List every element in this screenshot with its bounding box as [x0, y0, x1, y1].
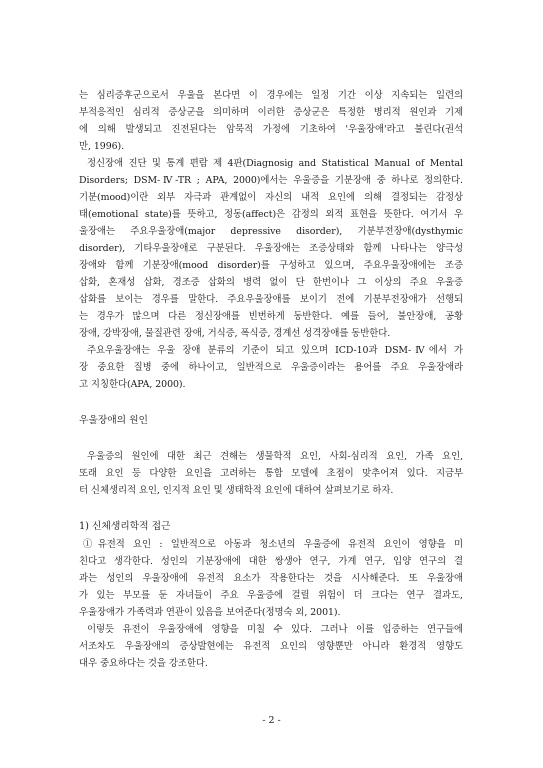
text-line: 주요우울장애는 우울 장애 분류의 기준이 되고 있으며 ICD-10과 DSM-Ⅳ에서 가 [87, 345, 463, 356]
text-line: 터 신체생리적 요인, 인지적 요인 및 생태학적 요인에 대하여 살펴보기로 하자. [79, 485, 394, 496]
text-line: 부적응적인 심리적 증상군을 의미하며 이러한 증상군은 특정한 병리적 원인과 기제 [79, 107, 463, 118]
page-number: - 2 - [262, 715, 281, 726]
text-line: 가 있는 부모를 둔 자녀들이 주요 우울증에 걸릴 위험이 더 크다는 연구 결과도, [79, 590, 463, 601]
text-line: 서조차도 우울장애의 증상발현에는 유전적 요인의 영향뿐만 아니라 환경적 영향도 [79, 641, 463, 652]
text-line: 우울증의 원인에 대한 최근 견해는 생물학적 요인, 사회-심리적 요인, 가족 요인, [87, 451, 463, 462]
text-line: 울장애는 주요우울장애(major depressive disorder), 기분부전장애(dysthymic [79, 226, 463, 237]
text-line: 우울장애가 가족력과 연관이 있음을 보여준다(정명숙 외, 2001). [79, 607, 341, 618]
text-line: 과는 성인의 우울장애에 유전적 요소가 작용한다는 것을 시사해준다. 또 우울장애 [79, 573, 463, 584]
text-line: 정신장애 진단 및 통계 편람 제 4판(Diagnosig and Statistical Manual of Mental [87, 158, 463, 169]
text-line: 는 경우가 많으며 다른 정신장애를 빈번하게 동반한다. 예를 들어, 불안장애, 공황 [79, 311, 463, 322]
text-line: 고 지칭한다(APA, 2000). [79, 379, 186, 390]
text-line: 기분(mood)이란 외부 자극과 관계없이 자신의 내적 요인에 의해 결정되는 감정상 [79, 192, 463, 203]
text-line: Disorders; DSM-Ⅳ-TR ; APA, 2000)에서는 우울증을 기분장애 중 하나로 정의한다. [79, 175, 463, 186]
text-line: 장애와 함께 기분장애(mood disorder)를 구성하고 있으며, 주요우울장애에는 조증 [79, 260, 463, 271]
text-line: 친다고 생각한다. 성인의 기분장애에 대한 쌍생아 연구, 가계 연구, 입양 연구의 결 [79, 556, 463, 567]
text-line: 삽화를 보이는 경우를 말한다. 주요우울장애를 보이기 전에 기분부전장애가 선행되 [79, 294, 463, 305]
subsection-heading: 1) 신체생리학적 접근 [79, 521, 171, 532]
text-line: 또래 요인 등 다양한 요인을 고려하는 통합 모델에 초점이 맞추어져 있다. 지금부 [79, 468, 463, 479]
text-line: 에 의해 발생되고 진전된다는 암묵적 가정에 기초하여 '우울장애'라고 불린다(권석 [79, 124, 463, 135]
text-line: 이렇듯 유전이 우울장애에 영향을 미칠 수 있다. 그러나 이를 입증하는 연구들에 [87, 624, 463, 635]
text-line: 대우 중요하다는 것을 강조한다. [79, 658, 208, 669]
text-line: 만, 1996). [79, 141, 125, 152]
text-line: 삽화, 혼재성 삽화, 경조증 삽화의 병력 없이 단 한번이나 그 이상의 주요 우울증 [79, 277, 463, 288]
text-line: 태(emotional state)를 뜻하고, 정동(affect)은 감정의 외적 표현을 뜻한다. 여기서 우 [79, 209, 463, 220]
text-line: ①유전적 요인 : 일반적으로 아동과 청소년의 우울증에 유전적 요인이 영향을 미 [83, 539, 463, 550]
text-line: disorder), 기타우울장애로 구분된다. 우울장애는 조증상태와 함께 나타나는 양극성 [79, 243, 463, 254]
text-line: 는 심리증후군으로서 우울을 본다면 이 경우에는 일정 기간 이상 지속되는 일련의 [79, 90, 463, 101]
text-line: 장 중요한 질병 중에 하나이고, 일반적으로 우울증이라는 용어를 주요 우울장애라 [79, 362, 463, 373]
section-heading: 우울장애의 원인 [79, 415, 148, 426]
text-line: 장애, 강박장애, 물질관련 장애, 거식증, 폭식증, 경계선 성격장애를 동반한다. [79, 328, 391, 339]
